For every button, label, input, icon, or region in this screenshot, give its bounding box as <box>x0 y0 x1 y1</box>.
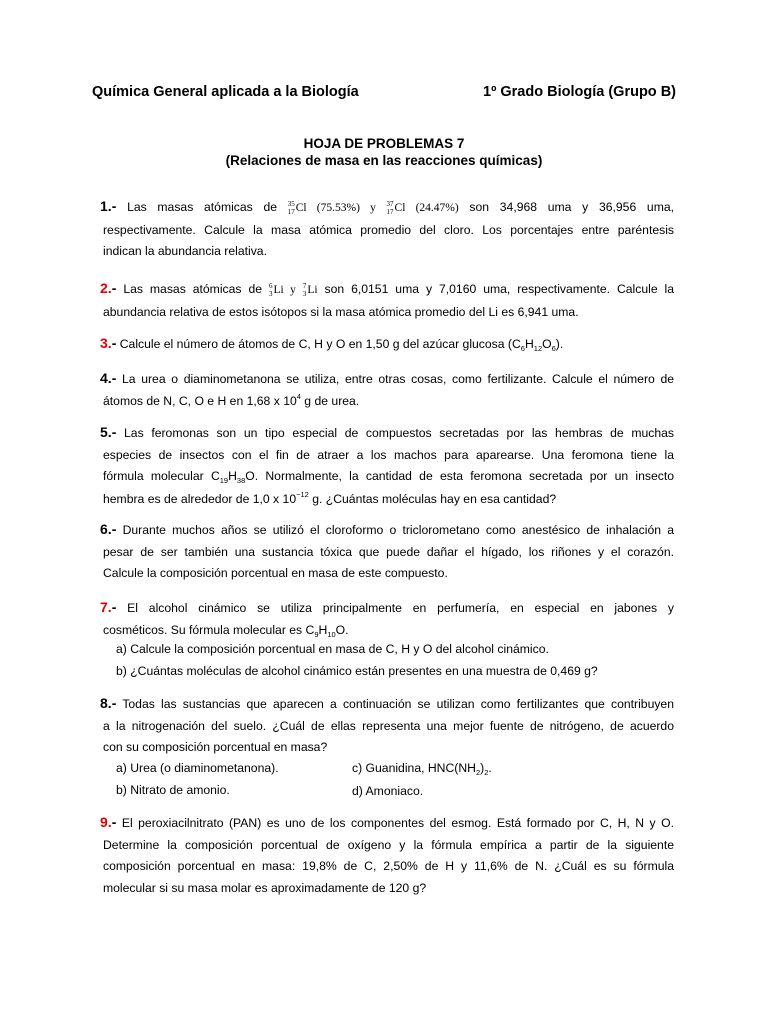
problem-text: Las masas atómicas de <box>127 200 278 214</box>
course-group: 1º Grado Biología (Grupo B) <box>483 84 676 100</box>
option-c: c) Guanidina, $HNC(NH_2)_2$. <box>352 761 492 777</box>
option-d: d) Amoniaco. <box>352 783 424 798</box>
problem-9: 9.- El peroxiacilnitrato (PAN) es uno de los componentes del esmog. Está formado por C, H, N y O. Determine la composición porcentual de oxígeno y la fórmula empírica a partir de la siguiente composición porcentual en masa: 19,8% de C, 2,50% de H y 11,6% de N. ¿Cuál es su fórmula molecular si su masa molar es aproximadamente de 120 g? <box>100 814 674 895</box>
problem-4: 4.- La urea o diaminometanona se utiliza, entre otras cosas, como fertilizante. Calcule el número de átomos de N, C, O e H en 1,68 x $10^4$ g de urea. <box>100 370 674 408</box>
problem-8-options-left <box>116 758 279 801</box>
page-header <box>92 84 676 106</box>
problem-8: 8.- Todas las sustancias que aparecen a continuación se utilizan como fertilizantes que contribuyen a la nitrogenación del suelo. ¿Cuál de ellas representa una mejor fuente de nitrógeno, de acuerdo con su composición porcentual en masa? <box>100 695 674 754</box>
isotope-notation: 6 3 <box>268 281 273 298</box>
problem-1: 1.- Las masas atómicas de 35 17 Cl (75.53%) y 37 17 Cl (24.47%) son 34,968 uma y 36,956 uma, respectivamente. Calcule la masa atómica promedio del cloro. Los porcentajes entre paréntesis indican la abundancia relativa. <box>100 198 675 258</box>
isotope-notation: 7 3 <box>302 281 307 298</box>
problem-number: 5.- <box>100 424 117 440</box>
subitem-a: a) Calcule la composición porcentual en masa de C, H y O del alcohol cinámico. <box>116 642 549 656</box>
problem-5: 5.- Las feromonas son un tipo especial de compuestos secretadas por las hembras de muchas especies de insectos con el fin de atraer a los machos para aparearse. Una feromona tiene la fórmula molecular $C_{19}H_{38}O$. Normalmente, la cantidad de esta feromona secretada por un insecto hembra es de alrededor de 1,0 x $10^{-12}$ g. ¿Cuántas moléculas hay en esa cantidad? <box>100 424 675 506</box>
problem-number: 3.- <box>100 335 117 351</box>
isotope-notation: 35 17 <box>287 199 295 216</box>
problem-number: 9.- <box>100 814 117 830</box>
problem-number: 1.- <box>100 198 117 214</box>
option-a: a) Urea (o diaminometanona). <box>116 761 279 775</box>
problem-8-options-right <box>352 758 492 802</box>
problem-number: 4.- <box>100 370 117 386</box>
problem-7: 7.- El alcohol cinámico se utiliza principalmente en perfumería, en especial en jabones y cosméticos. Su fórmula molecular es $C_9H_{10}O$. <box>100 599 674 639</box>
problem-number: 2.- <box>100 280 117 296</box>
sheet-title: HOJA DE PROBLEMAS 7 <box>303 136 465 151</box>
option-b: b) Nitrato de amonio. <box>116 782 230 797</box>
course-title: Química General aplicada a la Biología <box>92 84 359 100</box>
sheet-subtitle: (Relaciones de masa en las reacciones químicas) <box>225 153 543 168</box>
problem-6: 6.- Durante muchos años se utilizó el cloroformo o triclorometano como anestésico de inhalación a pesar de ser también una sustancia tóxica que puede dañar el hígado, los riñones y el corazón. Calcule la composición porcentual en masa de este compuesto. <box>100 521 674 580</box>
problem-3: 3.- Calcule el número de átomos de C, H y O en 1,50 g del azúcar glucosa $(C_6H_{12}O_6)$. <box>100 335 564 353</box>
problem-number: 7.- <box>100 599 117 615</box>
subitem-b: b) ¿Cuántas moléculas de alcohol cinámico están presentes en una muestra de 0,469 g? <box>116 663 598 678</box>
problem-number: 8.- <box>100 695 117 711</box>
problem-7-subitems <box>116 639 598 682</box>
isotope-notation: 37 17 <box>386 199 394 216</box>
problem-2: 2.- Las masas atómicas de 6 3 Li y 7 3 Li son 6,0151 uma y 7,0160 uma, respectivamente. Calcule la abundancia relativa de estos isótopos si la masa atómica promedio del Li es 6,941 uma. <box>100 280 675 319</box>
problem-number: 6.- <box>100 521 117 537</box>
